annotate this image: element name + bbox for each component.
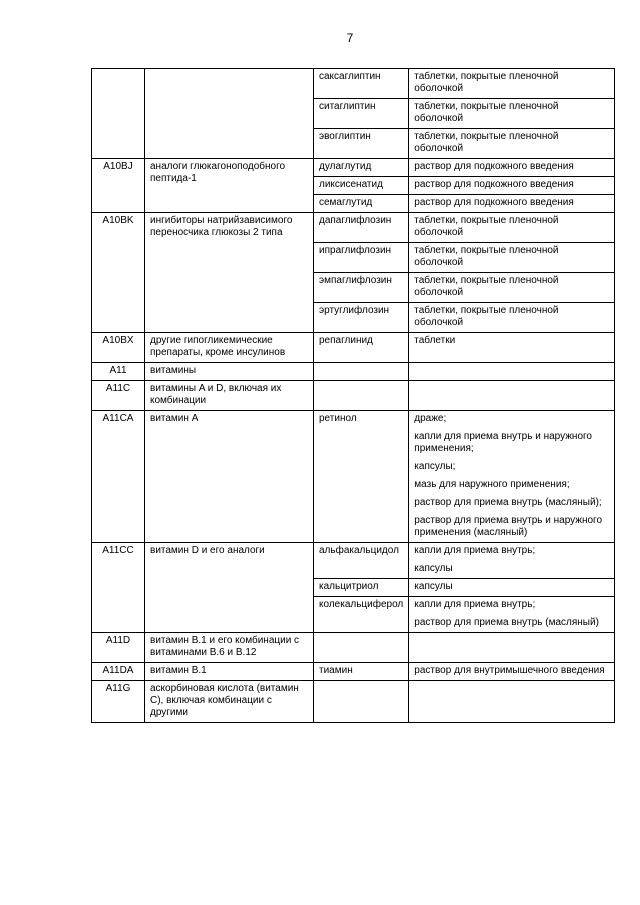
drug-name-cell: ситаглиптин [314,99,409,129]
dosage-form: таблетки, покрытые пленочной оболочкой [414,215,559,238]
table-row [92,543,615,579]
dosage-form: таблетки [414,335,456,346]
drug-name-cell [314,381,409,411]
dosage-form-cell [409,363,615,381]
drug-table [91,68,615,723]
table-row [92,69,615,99]
dosage-form-cell [409,381,615,411]
dosage-form: капсулы [414,563,453,574]
table-row [92,663,615,681]
drug-name-cell: репаглинид [314,333,409,363]
atc-code-cell: A11G [92,681,145,723]
atc-code-cell: A11DA [92,663,145,681]
dosage-form-cell [409,303,615,333]
dosage-form: таблетки, покрытые пленочной оболочкой [414,71,559,94]
drug-name-cell: ликсисенатид [314,177,409,195]
dosage-form: таблетки, покрытые пленочной оболочкой [414,275,559,298]
dosage-form: раствор для приема внутрь (масляный); [414,497,602,508]
dosage-form: капсулы [414,581,453,592]
group-name-cell: витамин B.1 [145,663,314,681]
table-row [92,633,615,663]
dosage-form-cell [409,213,615,243]
dosage-form-cell [409,681,615,723]
drug-name-cell: эвоглиптин [314,129,409,159]
dosage-form-cell [409,579,615,597]
atc-code-cell: A10BX [92,333,145,363]
dosage-form: таблетки, покрытые пленочной оболочкой [414,305,559,328]
drug-name-cell [314,681,409,723]
drug-name-cell: кальцитриол [314,579,409,597]
dosage-form: раствор для приема внутрь (масляный) [414,617,599,628]
dosage-form-cell [409,543,615,579]
dosage-form: капли для приема внутрь; [414,545,536,556]
drug-name-cell: эртуглифлозин [314,303,409,333]
drug-name-cell: тиамин [314,663,409,681]
atc-code-cell: A11CA [92,411,145,543]
dosage-form-cell [409,273,615,303]
dosage-form-cell [409,243,615,273]
dosage-form: драже; [414,413,447,424]
dosage-form-cell [409,633,615,663]
dosage-form-cell [409,195,615,213]
dosage-form-cell [409,411,615,543]
dosage-form: раствор для подкожного введения [414,179,574,190]
group-name-cell: витамин B.1 и его комбинации с витаминами B.6 и B.12 [145,633,314,663]
dosage-form: раствор для подкожного введения [414,161,574,172]
atc-code-cell: A11D [92,633,145,663]
atc-code-cell: A10BK [92,213,145,333]
dosage-form: капсулы; [414,461,456,472]
dosage-form-cell [409,333,615,363]
drug-name-cell: дапаглифлозин [314,213,409,243]
atc-code-cell: A11 [92,363,145,381]
dosage-form: раствор для подкожного введения [414,197,574,208]
table-row [92,159,615,177]
atc-code-cell: A11C [92,381,145,411]
dosage-form: раствор для внутримышечного введения [414,665,605,676]
page-number: 7 [346,31,354,45]
dosage-form-cell [409,99,615,129]
dosage-form-cell [409,177,615,195]
dosage-form: капли для приема внутрь и наружного применения; [414,431,592,454]
group-name-cell: витамины [145,363,314,381]
drug-name-cell: альфакальцидол [314,543,409,579]
dosage-form-cell [409,159,615,177]
table-row [92,333,615,363]
dosage-form: мазь для наружного применения; [414,479,570,490]
drug-name-cell: колекальциферол [314,597,409,633]
table-row [92,213,615,243]
table-row [92,363,615,381]
drug-name-cell: ипраглифлозин [314,243,409,273]
drug-name-cell: саксаглиптин [314,69,409,99]
atc-code-cell: A10BJ [92,159,145,213]
dosage-form-cell [409,69,615,99]
atc-code-cell [92,69,145,159]
table-row [92,411,615,543]
group-name-cell: аналоги глюкагоноподобного пептида-1 [145,159,314,213]
group-name-cell: ингибиторы натрийзависимого переносчика глюкозы 2 типа [145,213,314,333]
table-row [92,681,615,723]
dosage-form: таблетки, покрытые пленочной оболочкой [414,101,559,124]
group-name-cell: витамины A и D, включая их комбинации [145,381,314,411]
dosage-form: капли для приема внутрь; [414,599,536,610]
dosage-form: таблетки, покрытые пленочной оболочкой [414,245,559,268]
dosage-form: таблетки, покрытые пленочной оболочкой [414,131,559,154]
drug-name-cell: ретинол [314,411,409,543]
drug-name-cell: эмпаглифлозин [314,273,409,303]
drug-name-cell [314,633,409,663]
group-name-cell: другие гипогликемические препараты, кроме инсулинов [145,333,314,363]
drug-name-cell: семаглутид [314,195,409,213]
drug-name-cell: дулаглутид [314,159,409,177]
dosage-form-cell [409,663,615,681]
table-row [92,381,615,411]
group-name-cell: витамин A [145,411,314,543]
drug-name-cell [314,363,409,381]
dosage-form-cell [409,597,615,633]
dosage-form-cell [409,129,615,159]
dosage-form: раствор для приема внутрь и наружного применения (масляный) [414,515,603,538]
group-name-cell: аскорбиновая кислота (витамин C), включая комбинации с другими [145,681,314,723]
group-name-cell [145,69,314,159]
atc-code-cell: A11CC [92,543,145,633]
group-name-cell: витамин D и его аналоги [145,543,314,633]
